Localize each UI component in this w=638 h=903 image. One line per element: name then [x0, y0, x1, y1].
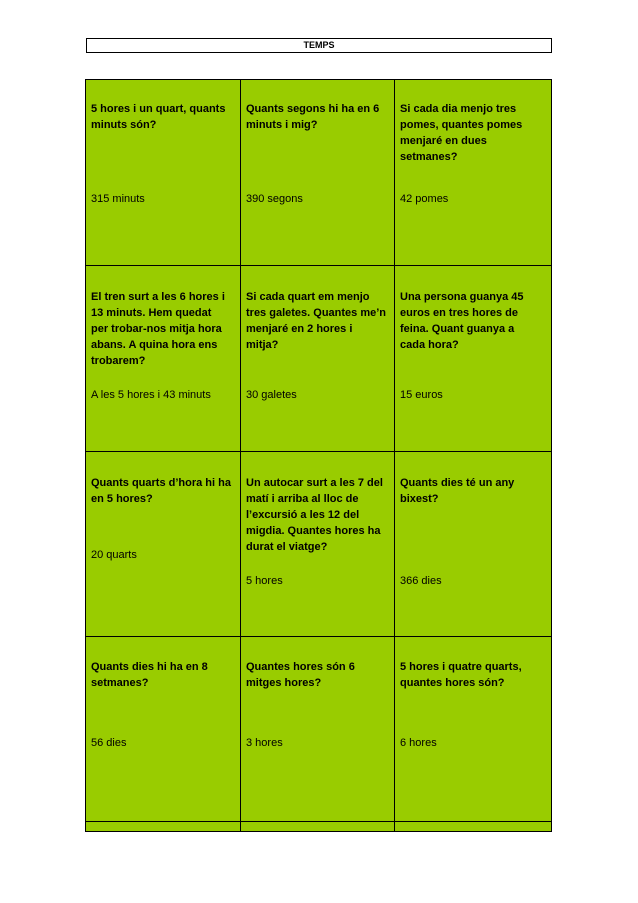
- card-question: Una persona guanya 45 euros en tres hores de feina. Quant guanya a cada hora?: [400, 291, 524, 351]
- card-6: [400, 289, 540, 401]
- card-answer: 56 dies: [91, 737, 127, 749]
- card-answer: 30 galetes: [246, 389, 297, 401]
- card-question: Si cada quart em menjo tres galetes. Quantes me’n menjaré en 2 hores i mitja?: [246, 291, 386, 351]
- column-divider: [240, 80, 241, 831]
- card-3: [400, 101, 540, 205]
- card-question: 5 hores i quatre quarts, quantes hores són?: [400, 661, 522, 689]
- card-question: 5 hores i un quart, quants minuts són?: [91, 103, 226, 131]
- card-answer: 42 pomes: [400, 193, 449, 205]
- card-question: Si cada dia menjo tres pomes, quantes pomes menjaré en dues setmanes?: [400, 103, 523, 163]
- card-answer: 15 euros: [400, 389, 443, 401]
- page-title: TEMPS: [86, 38, 552, 53]
- card-answer: 6 hores: [400, 737, 437, 749]
- card-answer: 20 quarts: [91, 549, 137, 561]
- card-10: [91, 659, 231, 749]
- row-divider: [86, 265, 551, 266]
- card-answer: 5 hores: [246, 575, 283, 587]
- card-8: [246, 475, 386, 587]
- card-2: [246, 101, 386, 205]
- row-divider: [86, 451, 551, 452]
- card-question: El tren surt a les 6 hores i 13 minuts. Hem quedat per trobar-nos mitja hora abans. A quina hora ens trobarem?: [91, 291, 225, 367]
- card-question: Quantes hores són 6 mitges hores?: [246, 661, 355, 689]
- card-7: [91, 475, 231, 561]
- cards-grid: [85, 79, 552, 832]
- card-question: Quants segons hi ha en 6 minuts i mig?: [246, 103, 380, 131]
- column-divider: [394, 80, 395, 831]
- card-answer: 3 hores: [246, 737, 283, 749]
- card-1: [91, 101, 231, 205]
- row-divider: [86, 821, 551, 822]
- card-answer: A les 5 hores i 43 minuts: [91, 389, 211, 401]
- card-question: Un autocar surt a les 7 del matí i arriba al lloc de l’excursió a les 12 del migdia. Quantes hores ha durat el viatge?: [246, 477, 383, 553]
- card-11: [246, 659, 386, 749]
- card-answer: 390 segons: [246, 193, 303, 205]
- card-question: Quants dies hi ha en 8 setmanes?: [91, 661, 208, 689]
- card-4: [91, 289, 231, 401]
- card-12: [400, 659, 540, 749]
- card-5: [246, 289, 386, 401]
- card-answer: 366 dies: [400, 575, 442, 587]
- card-9: [400, 475, 540, 587]
- card-answer: 315 minuts: [91, 193, 145, 205]
- card-question: Quants quarts d’hora hi ha en 5 hores?: [91, 477, 231, 505]
- row-divider: [86, 636, 551, 637]
- card-question: Quants dies té un any bixest?: [400, 477, 515, 505]
